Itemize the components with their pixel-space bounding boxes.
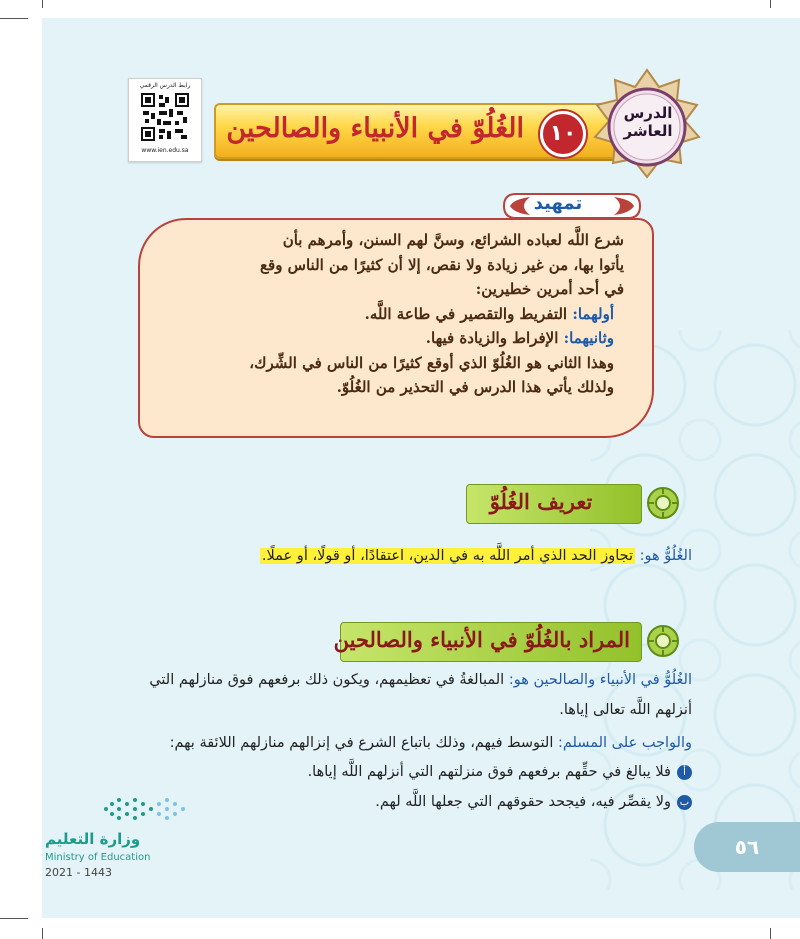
intro-line: شرع اللَّه لعباده الشرائع، وسنَّ لهم السنن، وأمرهم بأن <box>282 231 624 249</box>
intro-text <box>168 228 624 400</box>
definition-term: الغُلُوُّ هو: <box>639 548 692 564</box>
qr-card[interactable] <box>128 78 202 162</box>
crop-mark <box>0 18 28 19</box>
meaning-heading: المراد بالغُلُوّ في الأنبياء والصالحين <box>333 627 630 652</box>
intro-first-label: أولهما: <box>572 304 614 323</box>
crop-mark <box>770 0 771 8</box>
qr-url[interactable]: www.ien.edu.sa <box>141 147 189 154</box>
definition-line <box>260 548 692 564</box>
definition-heading: تعريف الغُلُوّ <box>489 489 593 514</box>
edition-year: 2021 - 1443 <box>45 866 112 879</box>
definition-text: تجاوز الحد الذي أمر اللَّه به في الدين، اعتقادًا، أو قولًا، أو عملًا. <box>261 548 634 564</box>
section-flower-icon <box>646 486 680 520</box>
crop-mark <box>0 918 28 919</box>
intro-first-text: التفريط والتقصير في طاعة اللَّه. <box>364 304 573 323</box>
point-badge: ب <box>677 795 692 810</box>
ministry-logo-icon <box>100 794 192 824</box>
crop-mark <box>42 0 43 8</box>
ministry-name-en: Ministry of Education <box>45 852 151 863</box>
intro-second-text: الإفراط والزيادة فيها. <box>425 329 564 347</box>
intro-line: ولذلك يأتي هذا الدرس في التحذير من الغُلُوّ. <box>336 378 614 396</box>
lesson-label-line2: العاشر <box>623 122 673 140</box>
page-number: ٥٦ <box>694 822 800 872</box>
intro-second-label: وثانيهما: <box>563 329 614 347</box>
section-flower-icon <box>646 624 680 658</box>
point-item <box>375 794 692 810</box>
meaning-text-1: المبالغةُ في تعظيمهم، ويكون ذلك برفعهم فوق منازلهم التي <box>149 672 509 688</box>
crop-mark <box>42 928 43 939</box>
meaning-term: الغُلُوُّ في الأنبياء والصالحين هو: <box>508 672 692 688</box>
meaning-line-2: أنزلهم اللَّه تعالى إياها. <box>559 702 692 718</box>
point-text: ولا يقصِّر فيه، فيجحد حقوقهم التي جعلها اللَّه لهم. <box>375 794 671 810</box>
lesson-number-badge: ١٠ <box>540 111 586 157</box>
lesson-label-line1: الدرس <box>623 104 673 122</box>
intro-first-item <box>168 302 624 327</box>
duty-term: والواجب على المسلم: <box>557 735 692 751</box>
intro-heading: تمهيد <box>533 193 583 214</box>
lesson-title: الغُلُوّ في الأنبياء والصالحين <box>226 113 524 144</box>
meaning-line-1 <box>149 672 692 688</box>
duty-text: التوسط فيهم، وذلك باتباع الشرع في إنزالهم منازلهم اللائقة بهم: <box>169 735 558 751</box>
qr-code-icon[interactable] <box>141 93 189 141</box>
point-badge: أ <box>677 765 692 780</box>
intro-line: وهذا الثاني هو الغُلُوّ الذي أوقع كثيرًا من الناس في الشِّرك، <box>249 353 614 372</box>
intro-line: يأتوا بها، من غير زيادة ولا نقص، إلا أن كثيرًا من الناس وقع <box>260 255 624 274</box>
point-item <box>308 764 692 780</box>
intro-line: في أحد أمرين خطيرين: <box>475 280 624 298</box>
duty-line <box>170 735 692 751</box>
intro-second-item <box>168 326 624 351</box>
ministry-name-ar: وزارة التعليم <box>45 830 141 848</box>
lesson-label <box>612 104 684 140</box>
point-text: فلا يبالغ في حقِّهم برفعهم فوق منزلتهم التي أنزلهم اللَّه إياها. <box>307 764 671 780</box>
qr-title: رابط الدرس الرقمي <box>139 82 191 89</box>
crop-mark <box>770 928 771 939</box>
